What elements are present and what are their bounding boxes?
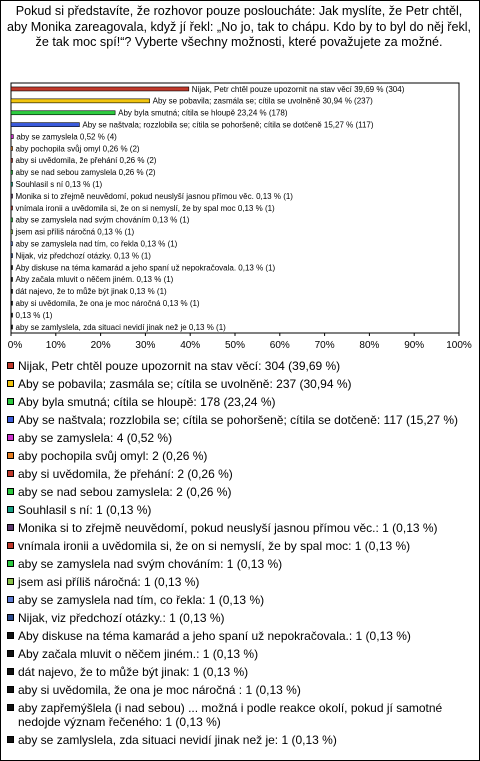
- legend-item: [7, 701, 473, 729]
- bar-label: 0,13 % (1): [15, 310, 53, 320]
- bar-label: Aby se naštvala; rozzlobila se; cítila se pohoršeně; cítila se dotčeně 15,27 % (117): [82, 120, 374, 130]
- legend-label: jsem asi příliš náročná: 1 (0,13 %): [18, 575, 200, 589]
- bar: [11, 289, 13, 293]
- legend-label: vnímala ironii a uvědomila si, že on si nemyslí, že by spal moc: 1 (0,13 %): [18, 539, 411, 553]
- bar: [11, 99, 150, 103]
- legend-label: Aby začala mluvit o něčem jiném.: 1 (0,13 %): [18, 647, 259, 661]
- legend-swatch: [7, 470, 14, 477]
- bar-label: aby se zamyslela 0,52 % (4): [16, 132, 117, 142]
- legend-label: Souhlasil s ní: 1 (0,13 %): [18, 503, 152, 517]
- legend-swatch: [7, 434, 14, 441]
- x-tick-label: 10%: [45, 340, 66, 351]
- legend-item: [7, 413, 473, 427]
- chart-title: Pokud si představíte, že rozhovor pouze posloucháte: Jak myslíte, že Petr chtěl, aby Monika zareagovala, když jí řekl: „No jo, tak to chápu. Kdo by to byl do něj řekl, že tak moc spí!“? Vyberte všechny možnosti, které považujete za možné.: [6, 4, 472, 49]
- x-tick-label: 90%: [404, 340, 425, 351]
- legend-swatch: [7, 362, 14, 369]
- bar: [11, 182, 13, 186]
- legend-label: aby se nad sebou zamyslela: 2 (0,26 %): [18, 485, 232, 499]
- legend-item: [7, 449, 473, 463]
- bar-label: Monika si to zřejmě neuvědomí, pokud neuslyší jasnou přímou věc. 0,13 % (1): [15, 191, 293, 201]
- legend-label: Monika si to zřejmě neuvědomí, pokud neuslyší jasnou přímou věc.: 1 (0,13 %): [18, 521, 438, 535]
- legend-item: [7, 611, 473, 625]
- bar: [11, 158, 13, 162]
- x-tick-label: 0%: [7, 340, 23, 351]
- bar: [11, 266, 13, 270]
- legend-item: [7, 539, 473, 553]
- legend-label: dát najevo, že to může být jinak: 1 (0,13 %): [18, 665, 249, 679]
- bar-label: dát najevo, že to může být jinak 0,13 % (1): [15, 287, 167, 297]
- bar-label: jsem asi příliš náročná 0,13 % (1): [15, 227, 135, 237]
- legend-label: Nijak, viz předchozí otázky.: 1 (0,13 %): [18, 611, 225, 625]
- legend-swatch: [7, 614, 14, 621]
- x-tick-label: 30%: [135, 340, 156, 351]
- x-tick-label: 40%: [180, 340, 201, 351]
- legend-item: [7, 683, 473, 697]
- bar-label: Aby byla smutná; cítila se hloupě 23,24 % (178): [118, 108, 288, 118]
- legend-swatch: [7, 736, 14, 743]
- bar-label: aby se zamlyslela, zda situaci nevidí jinak než je 0,13 % (1): [15, 322, 226, 332]
- legend-swatch: [7, 488, 14, 495]
- bar: [11, 123, 79, 127]
- legend-swatch: [7, 452, 14, 459]
- bar: [11, 277, 13, 281]
- legend-item: [7, 733, 473, 747]
- bar: [11, 254, 13, 258]
- legend-swatch: [7, 560, 14, 567]
- bar: [11, 194, 13, 198]
- x-tick-label: 70%: [314, 340, 335, 351]
- legend-item: [7, 557, 473, 571]
- bar: [11, 313, 13, 317]
- bar: [11, 206, 13, 210]
- legend-label: aby se zamyslela nad svým chováním: 1 (0,13 %): [18, 557, 283, 571]
- legend-item: [7, 359, 473, 373]
- legend-item: [7, 503, 473, 517]
- bar: [11, 301, 13, 305]
- legend-label: Aby byla smutná; cítila se hloupě: 178 (23,24 %): [18, 395, 276, 409]
- legend-item: [7, 467, 473, 481]
- bar: [11, 242, 13, 246]
- bar: [11, 87, 189, 91]
- legend-item: [7, 665, 473, 679]
- legend-swatch: [7, 596, 14, 603]
- bar: [11, 325, 13, 329]
- bar: [11, 218, 13, 222]
- bar-label: aby si uvědomila, že ona je moc náročná 0,13 % (1): [15, 299, 200, 309]
- legend-label: aby se zamyslela: 4 (0,52 %): [18, 431, 173, 445]
- bar-label: aby se nad sebou zamyslela 0,26 % (2): [15, 168, 156, 178]
- x-tick-label: 20%: [90, 340, 111, 351]
- plot-area: [0, 0, 480, 351]
- legend-item: [7, 485, 473, 499]
- legend-label: aby pochopila svůj omyl: 2 (0,26 %): [18, 449, 208, 463]
- legend-swatch: [7, 506, 14, 513]
- bar: [11, 230, 13, 234]
- legend-item: [7, 395, 473, 409]
- legend-swatch: [7, 686, 14, 693]
- bar-label: Aby začala mluvit o něčem jiném. 0,13 % (1): [15, 275, 174, 285]
- legend-item: [7, 575, 473, 589]
- bar-label: vnímala ironii a uvědomila si, že on si nemyslí, že by spal moc 0,13 % (1): [15, 203, 275, 213]
- bar-label: aby pochopila svůj omyl 0,26 % (2): [15, 144, 140, 154]
- x-tick-label: 100%: [446, 340, 472, 351]
- bar-label: Aby se pobavila; zasmála se; cítila se uvolněně 30,94 % (237): [152, 96, 373, 106]
- bar-label: aby se zamyslela nad svým chováním 0,13 % (1): [15, 215, 190, 225]
- legend-item: [7, 521, 473, 535]
- legend-swatch: [7, 632, 14, 639]
- bar: [11, 135, 13, 139]
- legend-label: aby se zamyslela nad tím, co řekla: 1 (0,13 %): [18, 593, 265, 607]
- bar-label: Nijak, viz předchozí otázky. 0,13 % (1): [15, 251, 151, 261]
- legend-label: Nijak, Petr chtěl pouze upozornit na stav věcí: 304 (39,69 %): [18, 359, 341, 373]
- legend-swatch: [7, 650, 14, 657]
- legend: [7, 359, 473, 751]
- legend-swatch: [7, 398, 14, 405]
- bar-label: Souhlasil s ní 0,13 % (1): [15, 179, 103, 189]
- legend-swatch: [7, 524, 14, 531]
- bar: [11, 170, 13, 174]
- legend-swatch: [7, 542, 14, 549]
- legend-label: aby zapřemýšlela (i nad sebou) ... možná i podle reakce okolí, pokud jí samotné nedojde význam řečeného: 1 (0,13 %): [18, 701, 443, 729]
- legend-swatch: [7, 416, 14, 423]
- legend-item: [7, 431, 473, 445]
- legend-label: aby se zamlyslela, zda situaci nevidí jinak než je: 1 (0,13 %): [18, 733, 337, 747]
- legend-item: [7, 377, 473, 391]
- legend-label: aby si uvědomila, že ona je moc náročná : 1 (0,13 %): [18, 683, 301, 697]
- x-tick-label: 80%: [359, 340, 380, 351]
- bar-label: aby se zamyslela nad tím, co řekla 0,13 % (1): [15, 239, 178, 249]
- bar-label: aby si uvědomila, že přehání 0,26 % (2): [15, 156, 157, 166]
- x-tick-label: 60%: [269, 340, 290, 351]
- legend-label: Aby se naštvala; rozzlobila se; cítila se pohoršeně; cítila se dotčeně: 117 (15,27 %): [18, 413, 459, 427]
- legend-label: aby si uvědomila, že přehání: 2 (0,26 %): [18, 467, 233, 481]
- bar-label: Aby diskuse na téma kamarád a jeho spaní už nepokračovala. 0,13 % (1): [15, 263, 276, 273]
- legend-label: Aby diskuse na téma kamarád a jeho spaní už nepokračovala.: 1 (0,13 %): [18, 629, 411, 643]
- legend-swatch: [7, 380, 14, 387]
- legend-swatch: [7, 668, 14, 675]
- bar: [11, 111, 115, 115]
- bar-chart: [0, 0, 480, 351]
- x-tick-label: 50%: [224, 340, 246, 351]
- bar-label: Nijak, Petr chtěl pouze upozornit na stav věcí 39,69 % (304): [191, 84, 405, 94]
- legend-swatch: [7, 578, 14, 585]
- legend-item: [7, 629, 473, 643]
- legend-item: [7, 647, 473, 661]
- legend-item: [7, 593, 473, 607]
- legend-swatch: [7, 704, 14, 711]
- bar: [11, 146, 13, 150]
- legend-label: Aby se pobavila; zasmála se; cítila se uvolněně: 237 (30,94 %): [18, 377, 352, 391]
